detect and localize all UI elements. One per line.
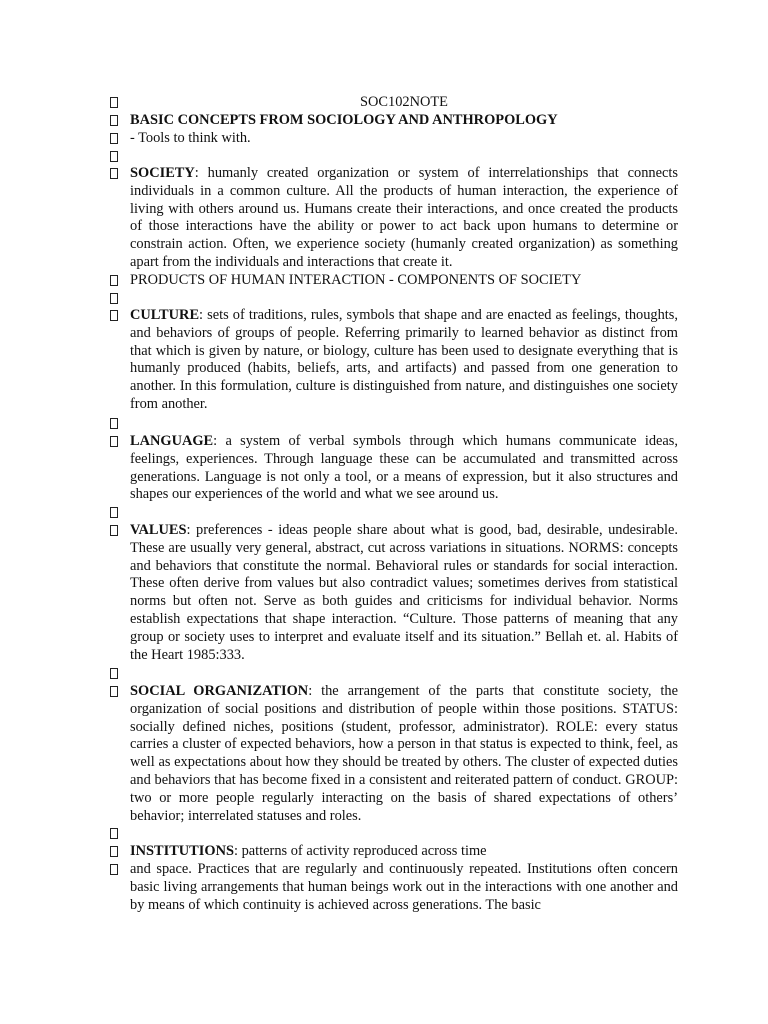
language-paragraph [110, 433, 678, 504]
title-line [110, 94, 678, 112]
institutions-text-block [130, 843, 678, 861]
language-definition: : a system of verbal symbols through which humans communicate ideas, feelings, experiences. Through language these can be accumulated and transmitted across generations. Language is not only a tool, or a means of expression, but it also structures and shapes our experiences of the world and what we see around us. [130, 433, 678, 503]
society-paragraph [110, 165, 678, 272]
subheading-line [110, 130, 678, 148]
institutions-line [110, 843, 678, 861]
products-heading: PRODUCTS OF HUMAN INTERACTION - COMPONENTS OF SOCIETY [130, 272, 582, 288]
heading-line [110, 112, 678, 130]
society-term: SOCIETY [130, 165, 195, 181]
bullet-box-icon [110, 828, 118, 839]
document-subheading: - Tools to think with. [130, 130, 251, 146]
society-definition: : humanly created organization or system of interrelationships that connects individuals in a common culture. All the products of human interaction, the experience of living with others around us. Humans create their interactions, and once created the products of those interactions have the ability or power to act back upon humans to determine or constrain action. Often, we experience society (humanly created organization) as something apart from the individuals and interactions that create it. [130, 165, 678, 270]
culture-term: CULTURE [130, 307, 200, 323]
bullet-box-icon [110, 846, 118, 857]
social-organization-definition: : the arrangement of the parts that constitute society, the organization of social positions and distribution of people within those positions. STATUS: socially defined niches, positions (student, professor, administrator). ROLE: every status carries a cluster of expected behaviors, how a person in that status is expected to think, feel, as well as expectations about how they should be treated by others. The cluster of expected duties and behaviors that has become fixed in a consistent and reiterated pattern of conduct. GROUP: two or more people regularly interacting on the basis of shared expectations of others’ behavior; interrelated statuses and roles. [130, 683, 679, 824]
bullet-box-icon [110, 686, 118, 697]
products-heading-line [110, 272, 678, 290]
bullet-box-icon [110, 418, 118, 429]
bullet-box-icon [110, 168, 118, 179]
bullet-box-icon [110, 525, 118, 536]
values-text-block [130, 522, 678, 664]
institutions-continuation: and space. Practices that are regularly and continuously repeated. Institutions often concern basic living arrangements that human beings work out in the interactions with one another and by means of which continuity is achieved across generations. The basic [130, 861, 678, 913]
values-term: VALUES [130, 522, 187, 538]
bullet-box-icon [110, 507, 118, 518]
culture-definition: : sets of traditions, rules, symbols that shape and are enacted as feelings, thoughts, and behaviors of groups of people. Referring primarily to learned behavior as distinct from that which is given by nature, or biology, culture has been used to designate everything that is humanly produced (habits, beliefs, arts, and artifacts) and passed from one generation to another. In this formulation, culture is distinguished from nature, and distinguishes one society from another. [130, 307, 678, 412]
values-definition: : preferences - ideas people share about what is good, bad, desirable, undesirable. These are usually very general, abstract, cut across variations in situations. NORMS: concepts and behaviors that constitute the normal. Behavioral rules or standards for social interaction. These often derive from values but also contradict values; sometimes derives from statistical norms but often not. Serve as both guides and criticisms for individual behavior. Norms establish expectations that shape interaction. “Culture. Those patterns of meaning that any group or society uses to interpret and evaluate itself and its situation.” Bellah et. al. Habits of the Heart 1985:333. [130, 522, 678, 663]
bullet-box-icon [110, 293, 118, 304]
bullet-box-icon [110, 133, 118, 144]
language-term: LANGUAGE [130, 433, 214, 449]
institutions-definition: : patterns of activity reproduced across time [233, 843, 487, 859]
social-organization-paragraph [110, 683, 678, 825]
document-heading: BASIC CONCEPTS FROM SOCIOLOGY AND ANTHROPOLOGY [130, 112, 558, 128]
bullet-box-icon [110, 436, 118, 447]
bullet-box-icon [110, 97, 118, 108]
bullet-box-icon [110, 115, 118, 126]
social-organization-term: SOCIAL ORGANIZATION [130, 683, 309, 699]
document-title: SOC102NOTE [360, 94, 448, 110]
society-text-block [130, 165, 678, 272]
social-organization-text-block [130, 683, 678, 825]
institutions-term: INSTITUTIONS [130, 843, 234, 859]
institutions-continuation-paragraph [110, 861, 678, 914]
language-text-block [130, 433, 678, 504]
bullet-box-icon [110, 668, 118, 679]
culture-text-block [130, 307, 678, 414]
bullet-box-icon [110, 864, 118, 875]
bullet-box-icon [110, 151, 118, 162]
culture-paragraph [110, 307, 678, 414]
bullet-box-icon [110, 310, 118, 321]
bullet-box-icon [110, 275, 118, 286]
values-paragraph [110, 522, 678, 664]
